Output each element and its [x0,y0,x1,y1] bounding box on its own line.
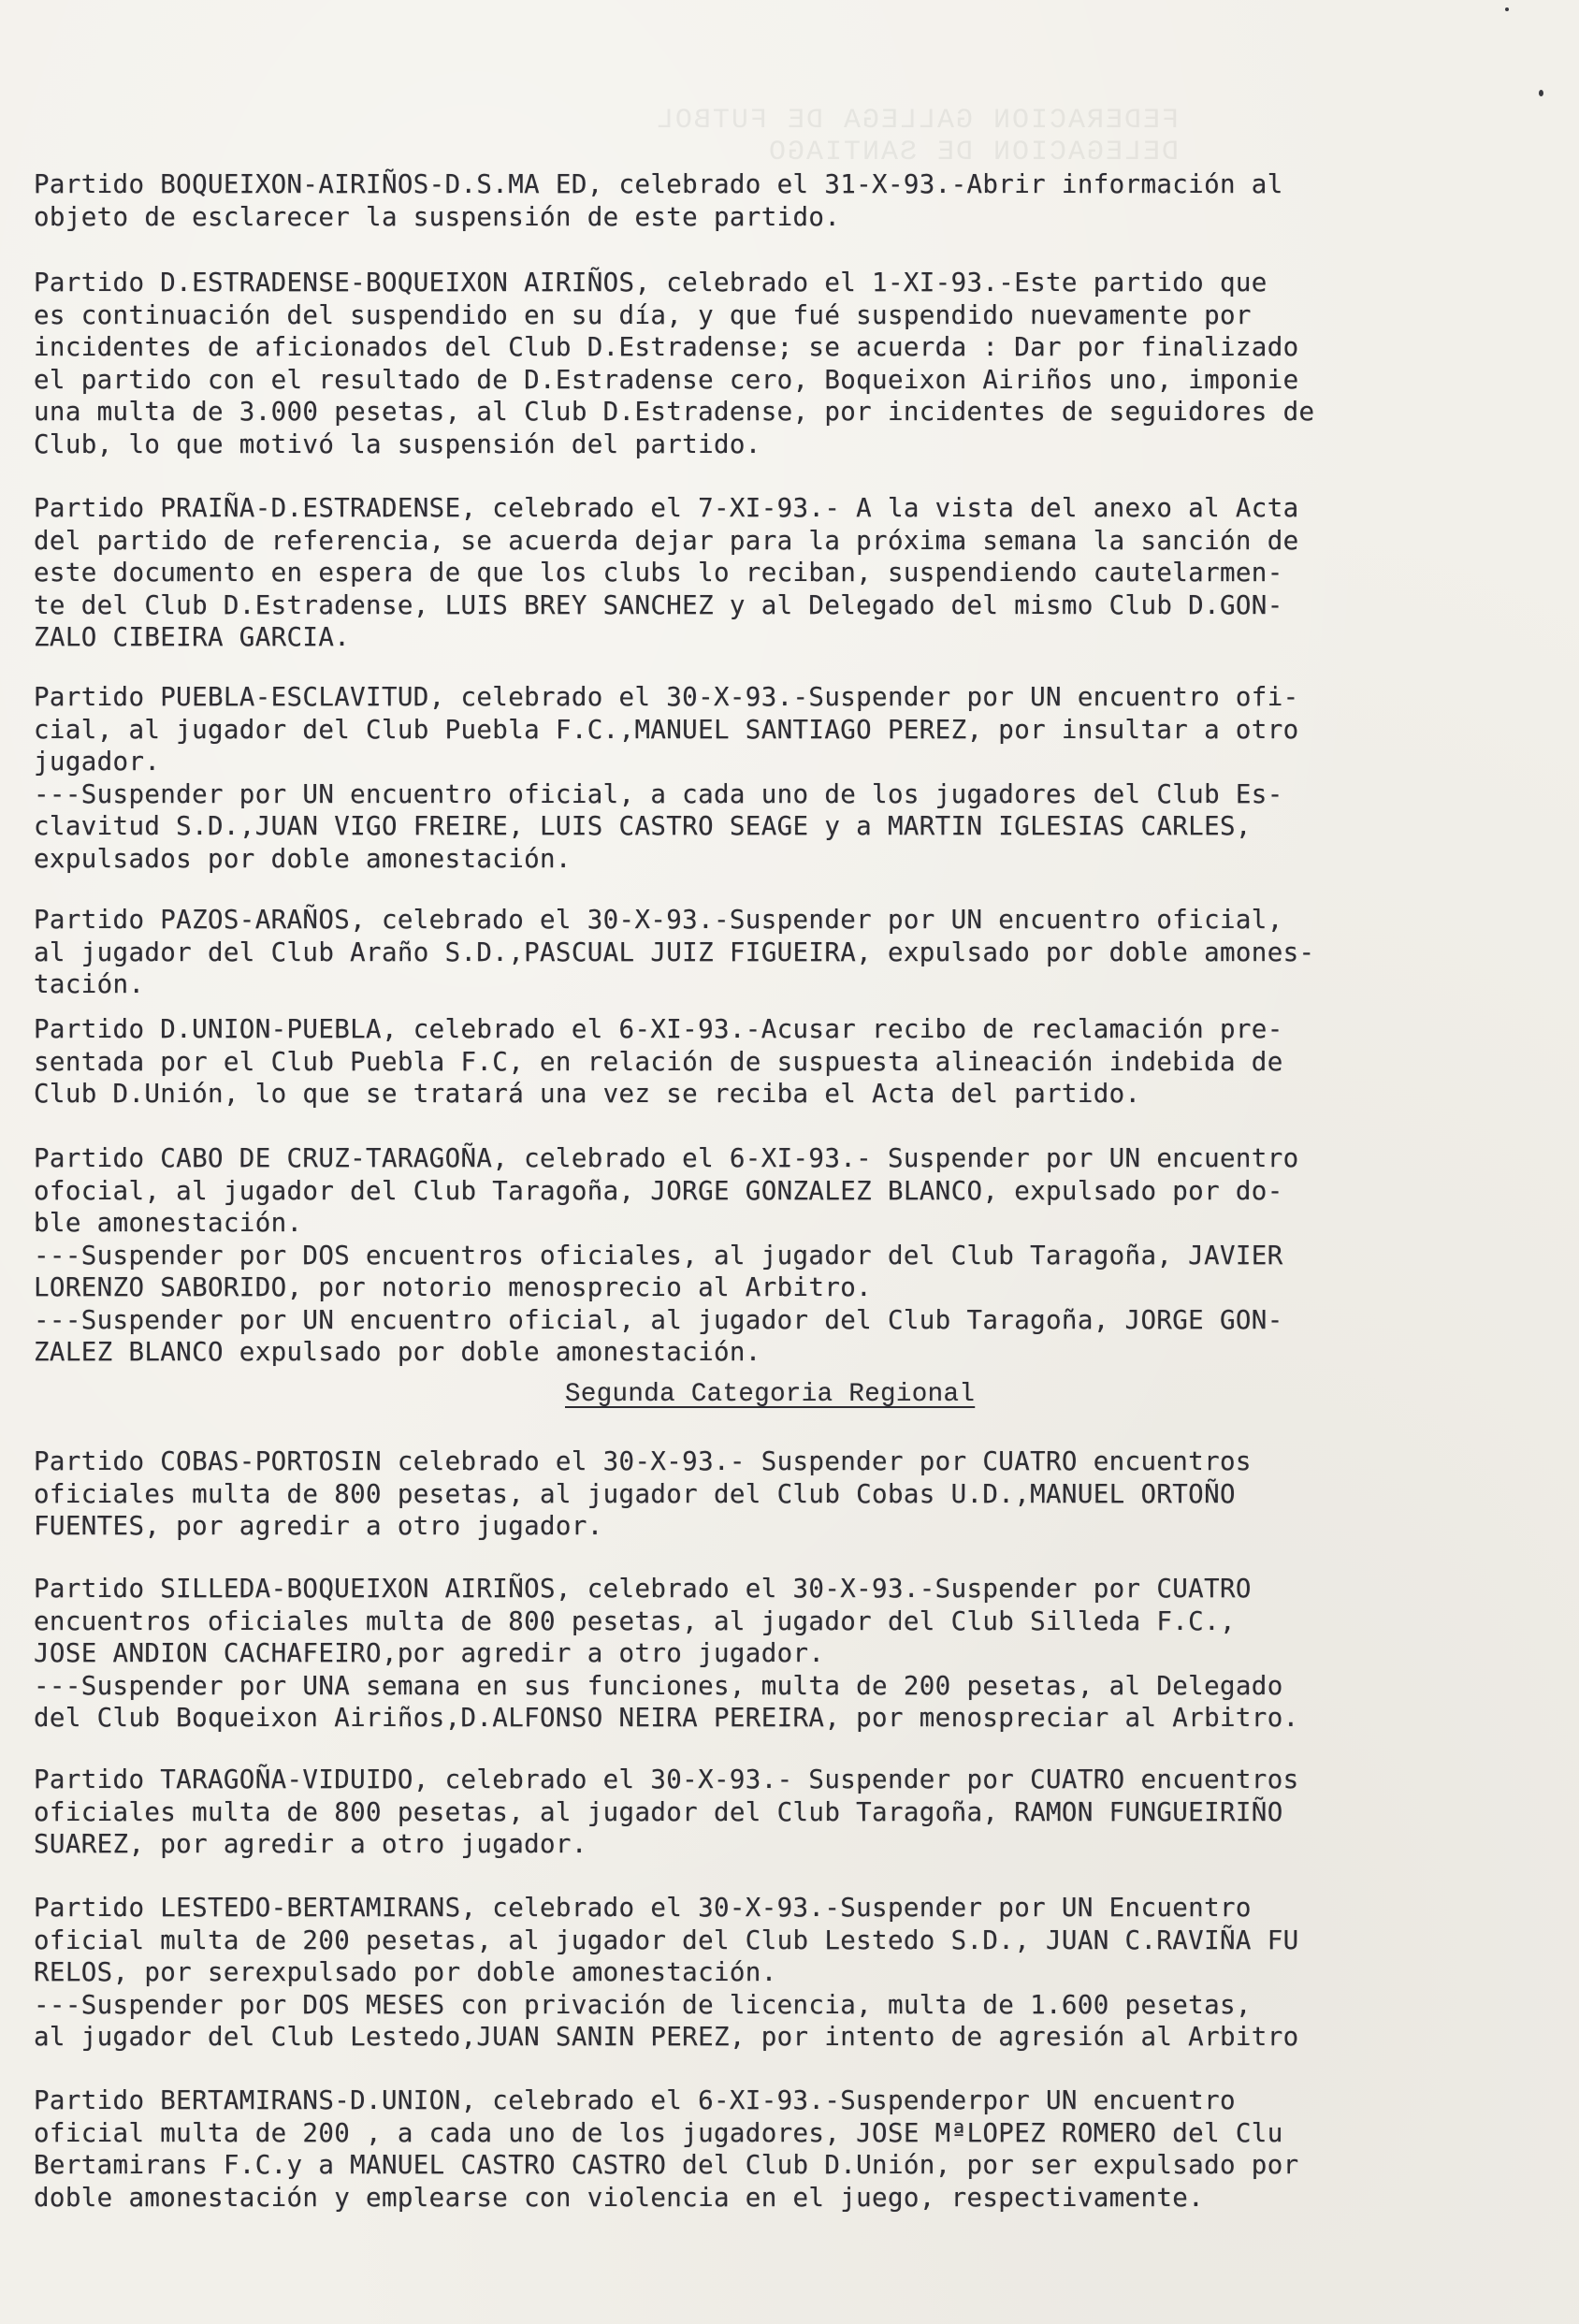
text-line: este documento en espera de que los clubs lo reciban, suspendiendo cautelarmen- [34,558,1283,588]
text-line: ble amonestación. [34,1208,303,1238]
text-line: Partido PUEBLA-ESCLAVITUD, celebrado el 30-X-93.-Suspender por UN encuentro ofi- [34,682,1299,712]
text-line: RELOS, por serexpulsado por doble amonestación. [34,1957,777,1987]
text-line: Partido COBAS-PORTOSIN celebrado el 30-X-93.- Suspender por CUATRO encuentros [34,1446,1252,1476]
text-line: objeto de esclarecer la suspensión de este partido. [34,201,841,232]
paragraph-union-puebla [34,1013,1545,1111]
text-line: FUENTES, por agredir a otro jugador. [34,1511,603,1541]
text-line: Partido PRAIÑA-D.ESTRADENSE, celebrado el 7-XI-93.- A la vista del anexo al Acta [34,493,1299,523]
paragraph-praina-estradense [34,492,1545,654]
text-line: Partido LESTEDO-BERTAMIRANS, celebrado el 30-X-93.-Suspender por UN Encuentro [34,1893,1252,1923]
text-line: ---Suspender por UNA semana en sus funciones, multa de 200 pesetas, al Delegado [34,1670,1283,1701]
text-line: al jugador del Club Lestedo,JUAN SANIN PEREZ, por intento de agresión al Arbitro [34,2022,1299,2052]
text-line: Club, lo que motivó la suspensión del partido. [34,428,761,459]
text-line: te del Club D.Estradense, LUIS BREY SANCHEZ y al Delegado del mismo Club D.GON- [34,589,1283,620]
text-line: al jugador del Club Araño S.D.,PASCUAL JUIZ FIGUEIRA, expulsado por doble amones- [34,937,1315,967]
text-line: Partido D.ESTRADENSE-BOQUEIXON AIRIÑOS, celebrado el 1-XI-93.-Este partido que [34,268,1268,298]
text-line: Partido BOQUEIXON-AIRIÑOS-D.S.MA ED, celebrado el 31-X-93.-Abrir información al [34,169,1283,199]
text-line: ZALEZ BLANCO expulsado por doble amonestación. [34,1337,761,1367]
text-line: ---Suspender por DOS MESES con privación de licencia, multa de 1.600 pesetas, [34,1989,1252,2020]
paragraph-puebla-esclavitud [34,681,1545,875]
text-line: es continuación del suspendido en su día, y que fué suspendido nuevamente por [34,299,1252,330]
bleed-through-text: FEDERACION GALLEGA DE FUTBOL DELEGACION DE SANTIAGO [654,105,1179,168]
text-line: ---Suspender por UN encuentro oficial, a cada uno de los jugadores del Club Es- [34,778,1283,809]
text-line: jugador. [34,747,161,777]
paragraph-bertamirans-union [34,2084,1545,2214]
text-line: Bertamirans F.C.y a MANUEL CASTRO CASTRO del Club D.Unión, por ser expulsado por [34,2150,1299,2180]
text-line: ZALO CIBEIRA GARCIA. [34,622,351,652]
text-line: SUAREZ, por agredir a otro jugador. [34,1829,587,1859]
text-line: JOSE ANDION CACHAFEIRO,por agredir a otro jugador. [34,1638,825,1668]
text-line: del Club Boqueixon Airiños,D.ALFONSO NEIRA PEREIRA, por menospreciar al Arbitro. [34,1703,1299,1733]
ink-speck [1539,90,1543,96]
text-line: ---Suspender por UN encuentro oficial, al jugador del Club Taragoña, JORGE GON- [34,1304,1283,1335]
text-line: Partido PAZOS-ARAÑOS, celebrado el 30-X-93.-Suspender por UN encuentro oficial, [34,905,1283,935]
paragraph-estradense-boqueixon [34,267,1545,460]
text-line: Partido TARAGOÑA-VIDUIDO, celebrado el 30-X-93.- Suspender por CUATRO encuentros [34,1765,1299,1794]
text-line: ---Suspender por DOS encuentros oficiales, al jugador del Club Taragoña, JAVIER [34,1240,1283,1271]
text-line: el partido con el resultado de D.Estradense cero, Boqueixon Airiños uno, imponie [34,364,1299,395]
paragraph-pazos-aranos [34,904,1545,1001]
text-line: tación. [34,969,145,999]
ink-speck [1505,7,1509,11]
text-line: Partido BERTAMIRANS-D.UNION, celebrado el 6-XI-93.-Suspenderpor UN encuentro [34,2085,1236,2115]
text-line: oficiales multa de 800 pesetas, al jugador del Club Cobas U.D.,MANUEL ORTOÑO [34,1478,1236,1509]
section-heading: Segunda Categoria Regional [565,1380,976,1409]
text-line: sentada por el Club Puebla F.C, en relación de suspuesta alineación indebida de [34,1046,1283,1077]
text-line: oficial multa de 200 , a cada uno de los jugadores, JOSE MªLOPEZ ROMERO del Clu [34,2117,1283,2148]
text-line: del partido de referencia, se acuerda dejar para la próxima semana la sanción de [34,525,1299,556]
text-line: Partido D.UNION-PUEBLA, celebrado el 6-XI-93.-Acusar recibo de reclamación pre- [34,1014,1283,1044]
text-line: Partido CABO DE CRUZ-TARAGOÑA, celebrado el 6-XI-93.- Suspender por UN encuentro [34,1143,1299,1173]
text-line: Club D.Unión, lo que se tratará una vez se reciba el Acta del partido. [34,1079,1141,1109]
text-line: ofocial, al jugador del Club Taragoña, JORGE GONZALEZ BLANCO, expulsado por do- [34,1175,1283,1206]
text-line: encuentros oficiales multa de 800 pesetas, al jugador del Club Silleda F.C., [34,1605,1236,1636]
text-line: Partido SILLEDA-BOQUEIXON AIRIÑOS, celebrado el 30-X-93.-Suspender por CUATRO [34,1574,1252,1604]
text-line: expulsados por doble amonestación. [34,843,572,874]
text-line: incidentes de aficionados del Club D.Estradense; se acuerda : Dar por finalizado [34,332,1299,362]
text-line: una multa de 3.000 pesetas, al Club D.Estradense, por incidentes de seguidores de [34,397,1315,427]
paragraph-cabo-taragona [34,1142,1545,1369]
paragraph-boqueixon-airinos [34,168,1545,233]
paragraph-taragona-viduido [34,1764,1545,1861]
paragraph-cobas-portosin [34,1445,1545,1543]
text-line: oficial multa de 200 pesetas, al jugador del Club Lestedo S.D., JUAN C.RAVIÑA FU [34,1925,1299,1955]
paragraph-silleda-boqueixon [34,1573,1545,1735]
text-line: clavitud S.D.,JUAN VIGO FREIRE, LUIS CASTRO SEAGE y a MARTIN IGLESIAS CARLES, [34,811,1252,841]
text-line: oficiales multa de 800 pesetas, al jugador del Club Taragoña, RAMON FUNGUEIRIÑO [34,1796,1283,1827]
text-line: LORENZO SABORIDO, por notorio menosprecio al Arbitro. [34,1272,873,1302]
paragraph-lestedo-bertamirans [34,1892,1545,2054]
text-line: cial, al jugador del Club Puebla F.C.,MANUEL SANTIAGO PEREZ, por insultar a otro [34,714,1299,745]
text-line: doble amonestación y emplearse con violencia en el juego, respectivamente. [34,2182,1205,2213]
